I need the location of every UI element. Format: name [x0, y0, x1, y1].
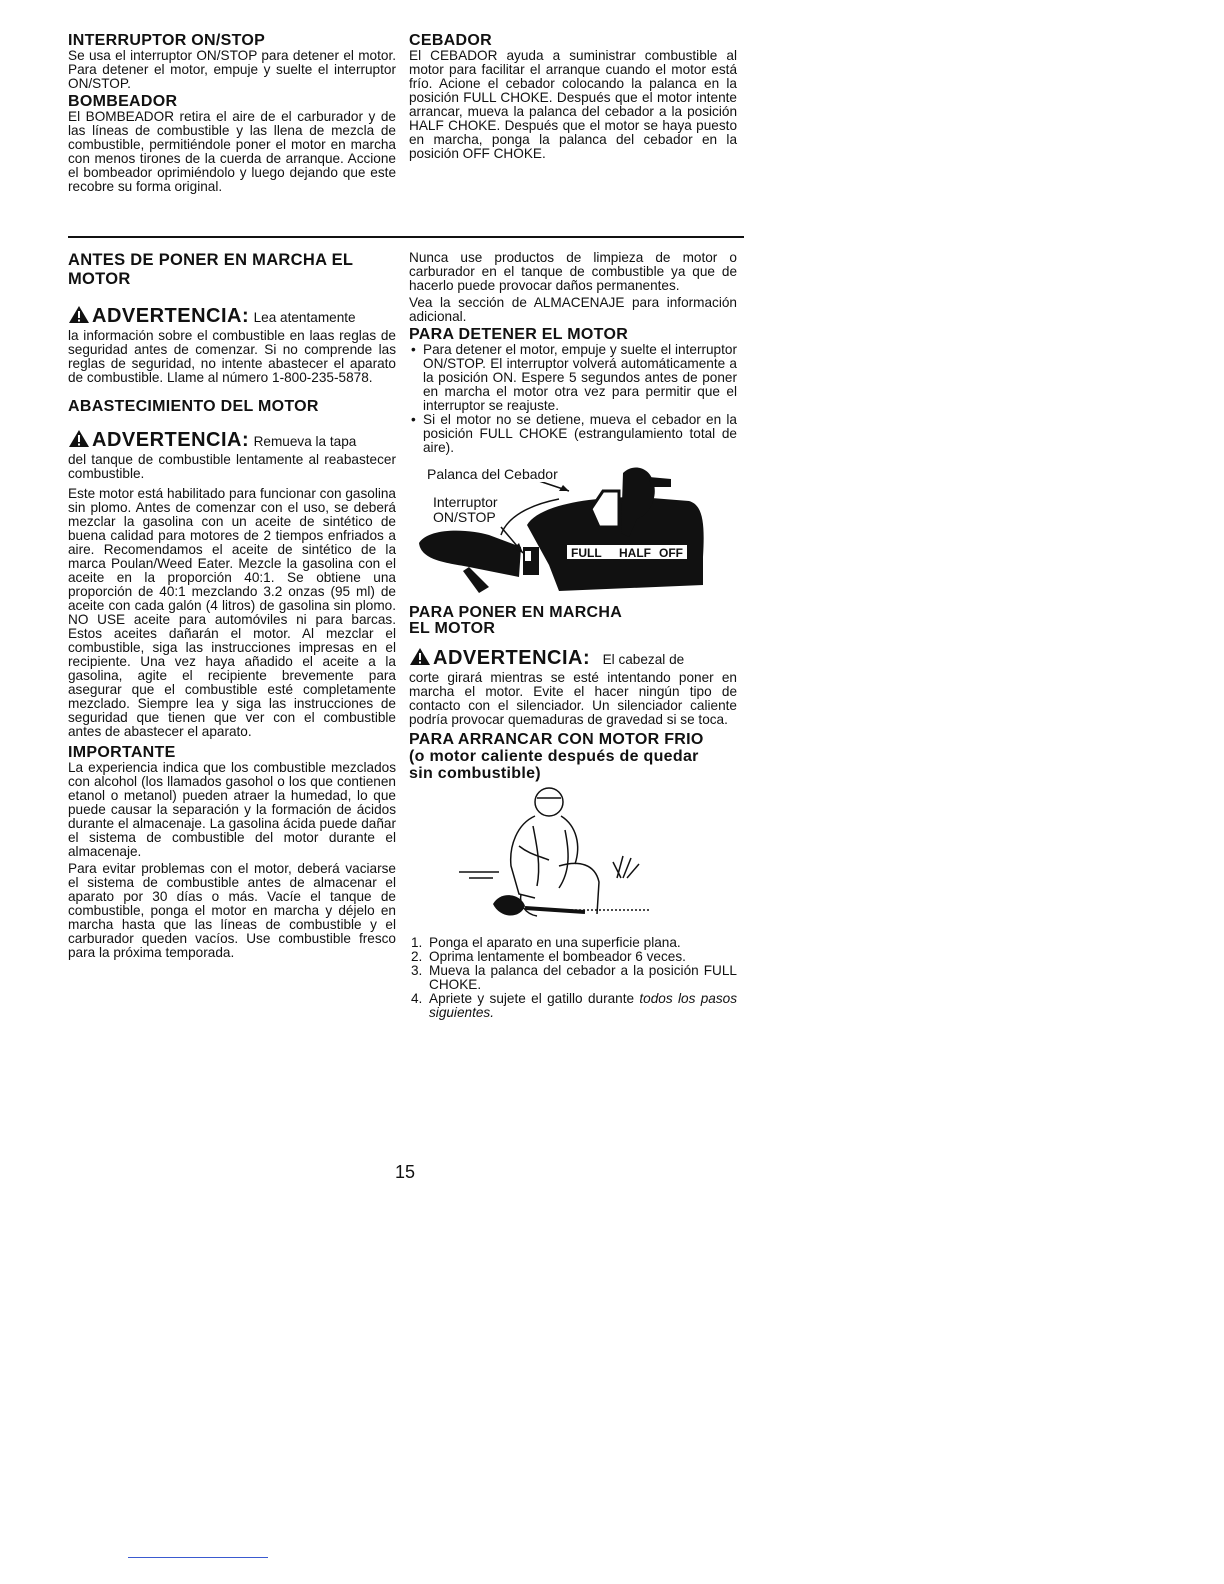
warning-text-2: del tanque de combustible lentamente al reabastecer combustible. [68, 452, 396, 481]
svg-text:FULL: FULL [571, 546, 602, 560]
importante-heading: IMPORTANTE [68, 744, 176, 761]
svg-text:OFF: OFF [659, 546, 683, 560]
bombeador-text: El BOMBEADOR retira el aire de el carburador y de las líneas de combustible y las llena de mezcla de combustible, permitiéndole poner el motor en marcha con menos tirones de la cuerda de arranque. Accione el bombeador oprimiéndolo y luego dejando que este recobre su forma original. [68, 109, 396, 194]
bombeador-heading: BOMBEADOR [68, 93, 178, 110]
poner-heading-1: PARA PONER EN MARCHA [409, 604, 623, 621]
nunca-text: Nunca use productos de limpieza de motor o carburador en el tanque de combustible ya que de hacerlo puede provocar daños permanentes. [409, 250, 737, 293]
warning-label: ADVERTENCIA: [433, 647, 591, 669]
interruptor-text: Se usa el interruptor ON/STOP para detener el motor. Para detener el motor, empuje y suelte el interruptor ON/STOP. [68, 48, 396, 91]
choke-switch-figure [409, 457, 709, 595]
interruptor-section [68, 33, 396, 197]
poner-heading-2: EL MOTOR [409, 620, 496, 637]
abastecimiento-heading: ABASTECIMIENTO DEL MOTOR [68, 398, 319, 415]
warning-block-1 [68, 305, 396, 329]
warning-triangle-icon [68, 429, 90, 448]
list-item: • Para detener el motor, empuje y suelte el interruptor ON/STOP. El interruptor volverá automáticamente a la posición ON. Espere 5 segundos antes de poner en marcha el motor otra vez para permitir que el interruptor se reajuste. [411, 342, 737, 413]
cebador-text: El CEBADOR ayuda a suministrar combustible al motor para facilitar el arranque cuando el motor está frío. Acione el cebador colocando la palanca en la posición FULL CHOKE. Después que el motor intente arrancar, mueva la palanca del cebador a la posición HALF CHOKE. Después que el motor se haya puesto en marcha, ponga la palanca del cebador en la posición OFF CHOKE. [409, 48, 737, 161]
left-column [68, 251, 396, 963]
warning-text-1: la información sobre el combustible en laas reglas de seguridad antes de comenzar. Si no comprende las reglas de seguridad, no intente abastecer el aparato de combustible. Llame al número 1-800-235-5878. [68, 328, 396, 385]
fig-label-cebador: Palanca del Cebador [427, 466, 558, 482]
warning-triangle-icon [68, 305, 90, 324]
right-column [409, 251, 737, 1020]
cebador-heading: CEBADOR [409, 32, 492, 49]
warning-triangle-icon [409, 647, 431, 666]
list-item: 1. Ponga el aparato en una superficie plana. [411, 935, 681, 950]
fig-label-interruptor: Interruptor [433, 494, 498, 510]
list-item: 2. Oprima lentamente el bombeador 6 veces. [411, 949, 686, 964]
list-item: 4. Apriete y sujete el gatillo durante todos los pasos siguientes. [411, 991, 737, 1020]
antes-heading: ANTES DE PONER EN MARCHA EL MOTOR [68, 251, 353, 288]
arrancar-heading: PARA ARRANCAR CON MOTOR FRIO (o motor caliente después de quedar sin combustible) [409, 731, 704, 782]
operator-figure [409, 786, 737, 930]
importante-text-2: Para evitar problemas con el motor, deberá vaciarse el sistema de combustible antes de almacenar el aparato por 30 días o más. Vacíe el tanque de combustible, ponga el motor en marcha y déjelo en marcha hasta que las líneas de combustible y el carburador queden vacíos. Use combustible fresco para la próxima temporada. [68, 861, 396, 960]
warning-label: ADVERTENCIA: [92, 305, 250, 327]
list-item: 3. Mueva la palanca del cebador a la posición FULL CHOKE. [411, 963, 737, 992]
fuel-mix-text: Este motor está habilitado para funcionar con gasolina sin plomo. Antes de comenzar con el uso, se deberá mezclar la gasolina con un aceite de sintético de buena calidad para motores de 2 tiempos enfriados a aire. Recomendamos el aceite de sintético de la marca Poulan/Weed Eater. Mezcle la gasolina con el aceite en la proporción 40:1. Se obtiene una proporción de 40:1 mezclando 3.2 onzas (95 ml) de aceite con cada galón (4 litros) de gasolina sin plomo. NO USE aceite para automóviles ni para barcas. Estos aceites dañarán el motor. Al mezclar el combustible, siga las instrucciones impresas en el recipiente. Una vez haya añadido el aceite a la gasolina, agite el recipiente brevemente para asegurar que el combustible esté completamente mezclado. Siempre lea y siga las instrucciones de seguridad que tienen que ver con el combustible antes de abastecer el aparato. [68, 486, 396, 739]
interruptor-heading: INTERRUPTOR ON/STOP [68, 32, 266, 49]
operator-starting-illustration [409, 786, 737, 930]
cebador-section [409, 33, 737, 164]
footer-line [128, 1557, 268, 1558]
start-steps-list [409, 936, 737, 1020]
warning-label: ADVERTENCIA: [92, 429, 250, 451]
warning-text-3: corte girará mientras se esté intentando poner en marcha el motor. Evite el hacer ningún tipo de contacto con el silenciador. Un silenciador caliente podría provocar quemaduras de gravedad si se toca. [409, 670, 737, 727]
detener-list [409, 343, 737, 455]
section-divider [68, 236, 744, 238]
detener-heading: PARA DETENER EL MOTOR [409, 326, 629, 343]
warning-lead-2: Remueva la tapa [253, 434, 357, 449]
warning-lead-1: Lea atentamente [253, 310, 356, 325]
fig-label-onstop: ON/STOP [433, 509, 496, 525]
vea-text: Vea la sección de ALMACENAJE para información adicional. [409, 295, 737, 324]
svg-text:HALF: HALF [619, 546, 651, 560]
warning-block-3 [409, 647, 737, 671]
list-item: • Si el motor no se detiene, mueva el cebador en la posición FULL CHOKE (estrangulamiento total de aire). [411, 412, 737, 455]
page-number: 15 [395, 1162, 416, 1182]
warning-block-2 [68, 429, 396, 453]
warning-lead-3: El cabezal de [602, 652, 685, 667]
importante-text-1: La experiencia indica que los combustible mezclados con alcohol (los llamados gasohol o los que contienen etanol o metanol) pueden atraer la humedad, lo que puede causar la separación y la formación de ácidos durante el almacenaje. La gasolina ácida puede dañar el sistema de combustible del motor durante el almacenaje. [68, 760, 396, 859]
